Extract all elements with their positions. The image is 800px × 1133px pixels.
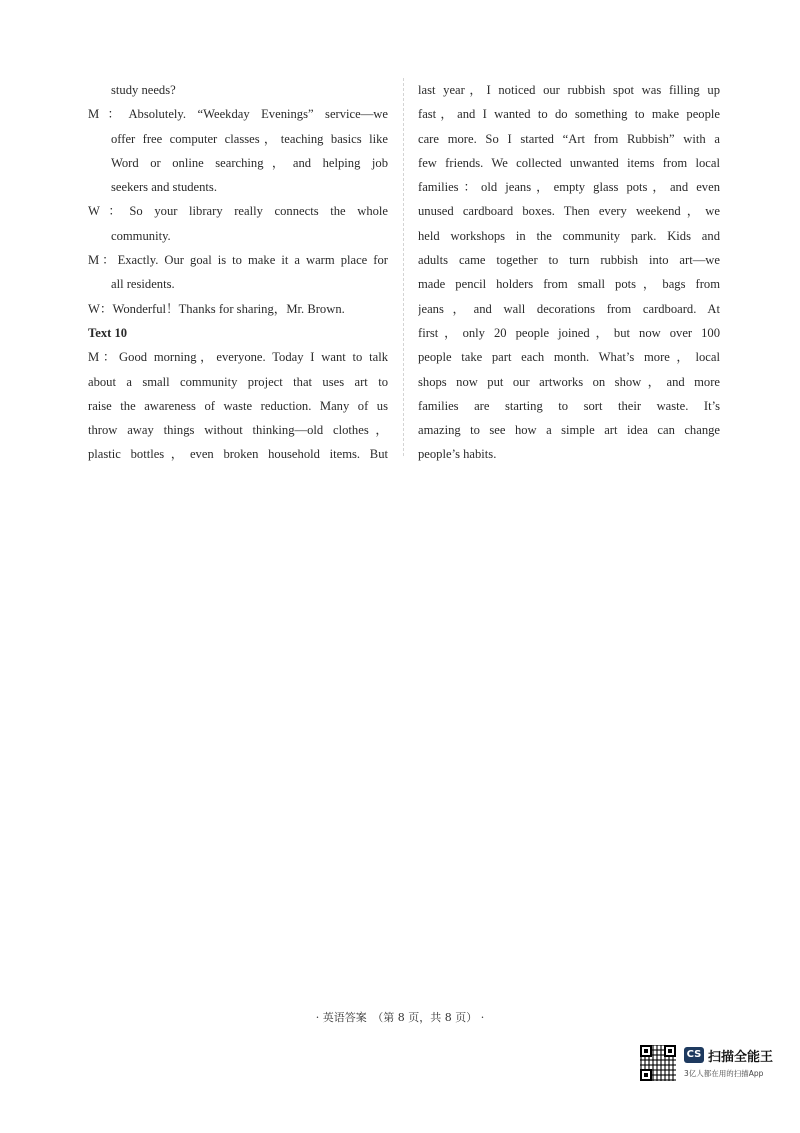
text-line: community.	[111, 228, 171, 243]
text-line: throw away things without thinking—old clothes，	[88, 423, 388, 438]
text-line: held workshops in the community park. Kids and	[418, 228, 720, 243]
text-line: made pencil holders from small pots，bags from	[418, 277, 720, 292]
text-line: about a small community project that uses art to	[88, 374, 388, 389]
text-line: adults came together to turn rubbish into art—we	[418, 253, 720, 268]
text-line: few friends. We collected unwanted items from local	[418, 155, 720, 170]
text-line: care more. So I started “Art from Rubbish” with a	[418, 131, 720, 146]
text-line: amazing to see how a simple art idea can change	[418, 423, 720, 438]
text-line: M：Good morning，everyone. Today I want to talk	[88, 350, 388, 365]
text-line: people take part each month. What’s more，local	[418, 350, 720, 365]
text-line: study needs?	[111, 83, 176, 97]
text-line: M：Absolutely. “Weekday Evenings” service—we	[88, 107, 388, 122]
text-line: seekers and students.	[111, 180, 217, 195]
text-line: Word or online searching，and helping job	[111, 155, 388, 170]
column-divider	[403, 78, 404, 456]
text-line: fast，and I wanted to do something to make people	[418, 107, 720, 122]
text-line: W：Wonderful！Thanks for sharing，Mr. Brown.	[88, 301, 345, 316]
section-heading: Text 10	[88, 325, 128, 340]
scanner-watermark	[640, 1045, 780, 1081]
text-line: M：Exactly. Our goal is to make it a warm place for	[88, 253, 388, 268]
text-line: shops now put our artworks on show，and more	[418, 374, 720, 389]
text-line: raise the awareness of waste reduction. Many of us	[88, 398, 388, 413]
text-line: offer free computer classes，teaching basics like	[111, 131, 388, 146]
scanner-tagline: 3亿人都在用的扫描App	[684, 1069, 764, 1078]
text-line: first，only 20 people joined，but now over 100	[418, 325, 720, 340]
text-line: families are starting to sort their waste. It’s	[418, 398, 720, 413]
text-line: all residents.	[111, 277, 175, 292]
text-line: families：old jeans，empty glass pots，and even	[418, 180, 720, 195]
camscanner-logo: CS	[684, 1047, 704, 1063]
qr-code-icon	[640, 1045, 676, 1081]
text-line: last year，I noticed our rubbish spot was filling up	[418, 83, 720, 97]
scanner-brand-name: 扫描全能王	[708, 1050, 774, 1065]
text-line: people’s habits.	[418, 447, 497, 462]
text-line: W：So your library really connects the whole	[88, 204, 388, 219]
text-line: plastic bottles，even broken household items. But	[88, 447, 388, 462]
left-column	[88, 78, 388, 467]
page-footer: · 英语答案 （第 8 页，共 8 页） ·	[315, 1011, 485, 1024]
text-line: jeans，and wall decorations from cardboard. At	[418, 301, 720, 316]
right-column	[418, 78, 720, 467]
text-line: unused cardboard boxes. Then every weekend，we	[418, 204, 720, 219]
